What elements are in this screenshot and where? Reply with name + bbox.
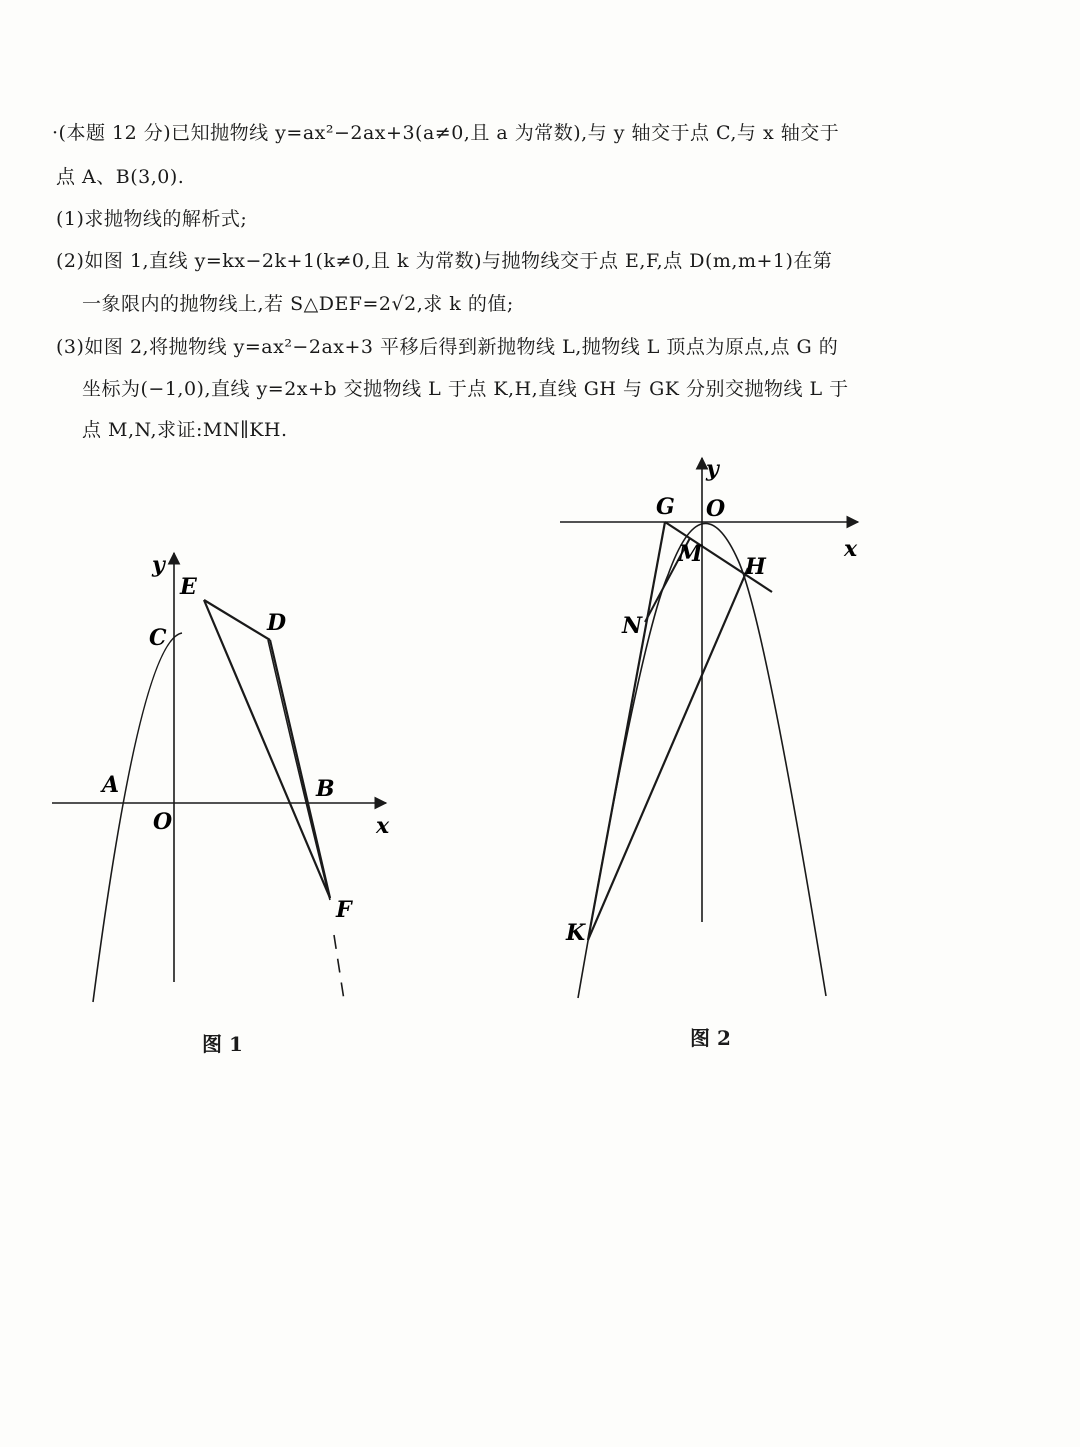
problem-part-1: (1)求抛物线的解析式; — [56, 208, 248, 230]
problem-part-3-end: 点 M,N,求证:MN∥KH. — [82, 419, 288, 441]
problem-part-3: (3)如图 2,将抛物线 y=ax²−2ax+3 平移后得到新抛物线 L,抛物线 L 顶点为原点,点 G 的 — [56, 336, 839, 358]
problem-part-2: (2)如图 1,直线 y=kx−2k+1(k≠0,且 k 为常数)与抛物线交于点 E,F,点 D(m,m+1)在第 — [56, 250, 833, 272]
fig1-label-D: D — [267, 610, 287, 636]
fig1-label-F: F — [336, 897, 352, 923]
fig2-label-y: y — [706, 456, 719, 482]
problem-line-1: ·(本题 12 分)已知抛物线 y=ax²−2ax+3(a≠0,且 a 为常数),与 y 轴交于点 C,与 x 轴交于 — [52, 122, 840, 144]
fig1-label-B: B — [316, 776, 335, 802]
fig2-label-K: K — [566, 920, 586, 946]
fig2-label-O: O — [706, 496, 726, 522]
problem-part-2-cont: 一象限内的抛物线上,若 S△DEF=2√2,求 k 的值; — [82, 293, 514, 315]
fig2-label-H: H — [745, 554, 766, 580]
fig1-label-C: C — [149, 625, 167, 651]
fig1-label-E: E — [180, 574, 197, 600]
problem-part-3-cont: 坐标为(−1,0),直线 y=2x+b 交抛物线 L 于点 K,H,直线 GH 与 GK 分别交抛物线 L 于 — [82, 378, 849, 400]
figure-2-caption: 图 2 — [690, 1026, 731, 1050]
fig2-label-N: N — [622, 613, 643, 639]
fig1-label-O: O — [153, 809, 173, 835]
fig2-label-G: G — [656, 494, 675, 520]
fig1-label-x: x — [376, 813, 390, 839]
fig2-line-GK — [588, 522, 665, 940]
figure-1-caption: 图 1 — [202, 1032, 243, 1056]
fig2-line-KH — [588, 568, 748, 940]
fig1-label-y: y — [152, 552, 165, 578]
fig1-label-A: A — [102, 772, 120, 798]
problem-line-2: 点 A、B(3,0). — [56, 166, 185, 188]
fig2-label-x: x — [844, 536, 858, 562]
fig2-label-M: M — [678, 541, 703, 567]
